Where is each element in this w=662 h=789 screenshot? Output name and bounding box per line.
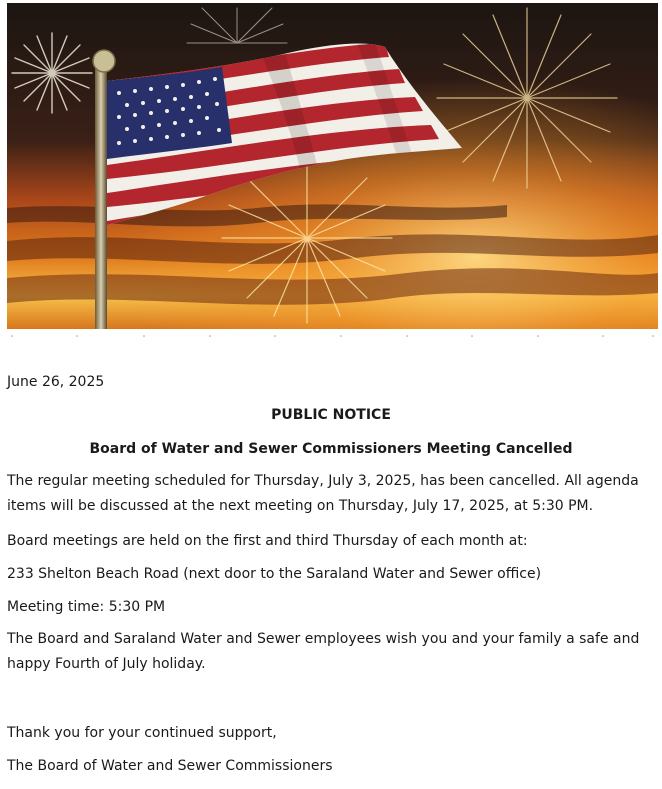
fireworks-flag-banner (7, 3, 658, 329)
notice-heading: PUBLIC NOTICE (271, 407, 391, 423)
fireworks-flag-icon (7, 3, 658, 329)
schedule-paragraph: Board meetings are held on the first and third Thursday of each month at: (7, 533, 528, 549)
notice-subheading: Board of Water and Sewer Commissioners Meeting Cancelled (89, 441, 573, 457)
signature-line: The Board of Water and Sewer Commissioners (7, 758, 333, 774)
meeting-time: Meeting time: 5:30 PM (7, 599, 166, 615)
meeting-address: 233 Shelton Beach Road (next door to the Saraland Water and Sewer office) (7, 566, 542, 582)
cancellation-paragraph: The regular meeting scheduled for Thursday, July 3, 2025, has been cancelled. All agenda items will be discussed at the next meeting on Thursday, July 17, 2025, at 5:30 PM. (7, 473, 639, 514)
holiday-wishes-paragraph: The Board and Saraland Water and Sewer employees wish you and your family a safe and happy Fourth of July holiday. (7, 631, 640, 672)
scan-artifact-divider (7, 334, 658, 338)
closing-line: Thank you for your continued support, (7, 725, 277, 741)
notice-date: June 26, 2025 (7, 374, 105, 390)
